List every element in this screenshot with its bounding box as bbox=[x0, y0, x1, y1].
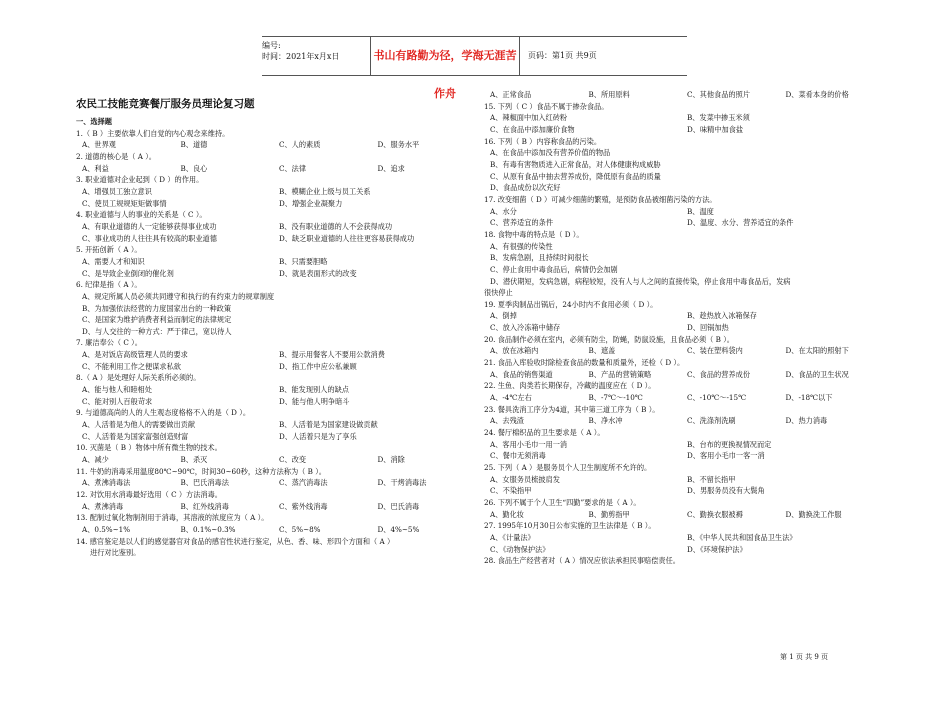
option: B、杀灭 bbox=[180, 455, 208, 465]
option: C、-10℃～-15℃ bbox=[687, 393, 747, 403]
question-text: 21. 食品入库验收时除检查食品的数量和质量外，还检（ D ）。 bbox=[484, 358, 685, 368]
option-line: B、发病急剧，且持续时间很长 bbox=[490, 253, 589, 263]
option: A、放在冰箱内 bbox=[490, 346, 539, 356]
option-row bbox=[76, 501, 476, 513]
question-text: 12. 对饮用水消毒最好选用（ C ）方法消毒。 bbox=[76, 490, 222, 499]
option: B、没有职业道德的人不会获得成功 bbox=[279, 221, 393, 231]
option: C、使员工规规矩矩做事情 bbox=[82, 198, 167, 208]
option-row bbox=[484, 322, 884, 334]
header-motto: 书山有路勤为径，学海无涯苦作舟 bbox=[370, 37, 520, 75]
option-row bbox=[484, 89, 884, 101]
option: D、人活着只是为了享乐 bbox=[279, 431, 357, 441]
question-text: 7. 廉洁奉公（ C ）。 bbox=[76, 338, 142, 348]
option: A、能与他人和睦相处 bbox=[82, 385, 152, 395]
option: D、消除 bbox=[377, 455, 405, 465]
option: A、煮沸消毒 bbox=[82, 501, 124, 511]
option: D、男服务员没有大鬓角 bbox=[687, 486, 765, 496]
option-row bbox=[76, 477, 476, 489]
option-row bbox=[76, 233, 476, 245]
option: A、增强员工独立意识 bbox=[82, 186, 152, 196]
option: D、回锅加热 bbox=[687, 323, 729, 333]
option-row bbox=[484, 392, 884, 404]
option: C、放入冷冻箱中储存 bbox=[490, 323, 561, 333]
option: A、食品的销售渠道 bbox=[490, 369, 553, 379]
option: A、去残渣 bbox=[490, 416, 524, 426]
option: B、人活着是为国家建设做贡献 bbox=[279, 420, 378, 430]
option-row bbox=[484, 509, 884, 521]
option-row bbox=[76, 221, 476, 233]
option: C、事业成功的人往往具有较高的职业道德 bbox=[82, 233, 217, 243]
option: D、菜肴本身的价格 bbox=[785, 90, 849, 99]
option: C、是导致企业倒闭的催化剂 bbox=[82, 268, 174, 278]
option-row bbox=[76, 361, 476, 373]
option: D、增强企业凝聚力 bbox=[279, 198, 343, 208]
question-text: 18. 食物中毒的特点是（ D ）。 bbox=[484, 229, 584, 239]
option: C、在食品中添加廉价食物 bbox=[490, 124, 575, 134]
option: C、其他食品的照片 bbox=[687, 90, 751, 99]
option-row bbox=[484, 439, 884, 451]
option: C、紫外线消毒 bbox=[279, 501, 328, 511]
option-row bbox=[76, 454, 476, 466]
option: B、《中华人民共和国食品卫生法》 bbox=[687, 532, 797, 542]
option: D、服务水平 bbox=[377, 140, 420, 150]
option-line: B、有毒有害物质进入正常食品，对人体健康构成威胁 bbox=[490, 159, 661, 169]
option: C、5%~8% bbox=[279, 524, 321, 534]
option: D、热力消毒 bbox=[785, 416, 828, 426]
option: B、道德 bbox=[180, 140, 208, 150]
question-text: 2. 道德的核心是（ A ）。 bbox=[76, 151, 156, 161]
option-line: A、在食品中添加没有营养价值的物品 bbox=[490, 148, 611, 158]
question-text: 4. 职业道德与人的事业的关系是（ C ）。 bbox=[76, 210, 207, 220]
option: B、提示用餐客人不要用公款消费 bbox=[279, 350, 385, 360]
option-row bbox=[76, 163, 476, 175]
option: D、缺乏职业道德的人往往更容易获得成功 bbox=[279, 233, 415, 243]
option-line: A、规定所属人员必须共同遵守和执行的有约束力的规章制度 bbox=[82, 291, 275, 301]
option: C、食品的营养成份 bbox=[687, 369, 751, 379]
page-number: 第 1 页 共 9 页 bbox=[780, 653, 829, 661]
number-label: 编号: bbox=[262, 41, 281, 50]
question-text: 5. 开拓创新（ A ）。 bbox=[76, 245, 142, 255]
option-line: D、与人交往的一种方式：严于律己，宽以待人 bbox=[82, 326, 232, 336]
question-text: 26. 下列不属于个人卫生“四勤”要求的是（ A ）。 bbox=[484, 497, 641, 507]
option: D、巴氏消毒 bbox=[377, 501, 420, 511]
question-text: 10. 灭菌是（ B ）物体中所有微生物的技术。 bbox=[76, 443, 222, 453]
option: C、营养适宜的条件 bbox=[490, 218, 554, 228]
option: A、女服务员梳披肩发 bbox=[490, 474, 560, 484]
option-row bbox=[484, 217, 884, 229]
question-text: 1.（ B ）主要依靠人们自觉的内心观念来维持。 bbox=[76, 128, 230, 138]
option: D、《环境保护法》 bbox=[687, 544, 747, 554]
option: C、不染指甲 bbox=[490, 486, 532, 496]
option: C、《动物保护法》 bbox=[490, 544, 550, 554]
option: C、改变 bbox=[279, 455, 307, 465]
option: A、利益 bbox=[82, 163, 109, 173]
option: A、-4℃左右 bbox=[490, 393, 532, 403]
question-text: 19. 夏季肉制品出锅后，24小时内不食用必须（ D ）。 bbox=[484, 299, 658, 309]
option-row bbox=[484, 124, 884, 136]
option: A、有职业道德的人一定能够获得事业成功 bbox=[82, 221, 217, 231]
option: A、世界观 bbox=[82, 140, 116, 150]
option: A、辣椒面中加入红砖粉 bbox=[490, 113, 568, 123]
option: B、净水冲 bbox=[588, 416, 623, 426]
option: D、勤换洗工作服 bbox=[785, 509, 842, 519]
option: B、红外线消毒 bbox=[180, 501, 229, 511]
option-row bbox=[76, 268, 476, 280]
option: A、人活着是为他人的需要做出贡献 bbox=[82, 420, 196, 430]
option-row bbox=[76, 384, 476, 396]
option-row bbox=[76, 198, 476, 210]
option-row bbox=[76, 139, 476, 151]
option: A、减少 bbox=[82, 455, 109, 465]
option: D、食品的卫生状况 bbox=[785, 369, 849, 379]
option: B、0.1%~0.3% bbox=[180, 524, 236, 534]
option: D、能与他人明争暗斗 bbox=[279, 396, 350, 406]
option-row bbox=[484, 544, 884, 556]
question-text: 20. 食品制作必须在室内，必须有防尘，防蝇，防鼠设施，且食品必须（ B ）。 bbox=[484, 334, 734, 344]
option: A、水分 bbox=[490, 206, 517, 216]
option: A、煮沸消毒法 bbox=[82, 478, 131, 488]
option-line: B、为加强依法经营的力度国家出台的一种政策 bbox=[82, 303, 232, 313]
option-row bbox=[484, 532, 884, 544]
option: B、巴氏消毒法 bbox=[180, 478, 229, 488]
option: A、《计量法》 bbox=[490, 532, 535, 542]
question-text: 17. 改变细菌（ D ）可减少细菌的繁殖，是预防食品被细菌污染的方法。 bbox=[484, 194, 717, 204]
option-line: A、有很强的传染性 bbox=[490, 241, 553, 251]
option: B、良心 bbox=[180, 163, 208, 173]
option: A、需要人才和知识 bbox=[82, 256, 145, 266]
question-text: 22. 生鱼、肉类若长期保存，冷藏的温度应在（ D ）。 bbox=[484, 381, 656, 391]
option: D、温度、水分、营养适宜的条件 bbox=[687, 218, 794, 228]
option-row bbox=[484, 485, 884, 497]
option: C、洗涤剂洗刷 bbox=[687, 416, 736, 426]
question-text: 27. 1995年10月30日公布实施的卫生法律是（ B ）。 bbox=[484, 521, 656, 531]
option: D、指工作中应公私兼顾 bbox=[279, 361, 357, 371]
section-heading: 一、选择题 bbox=[76, 117, 112, 126]
question-text: 16. 下列（ B ）内容称食品的污染。 bbox=[484, 136, 602, 146]
option-line: D、潜伏期短，发病急剧，病程较短，没有人与人之间的直接传染，停止食用中毒食品后，发病 bbox=[490, 276, 791, 286]
option: B、-7℃～-10℃ bbox=[588, 393, 643, 403]
option-row bbox=[484, 206, 884, 218]
option: D、客用小毛巾一客一消 bbox=[687, 451, 765, 461]
option: B、台布的更换视情况而定 bbox=[687, 439, 772, 449]
option-row bbox=[484, 310, 884, 322]
option-row bbox=[76, 396, 476, 408]
option-row bbox=[76, 431, 476, 443]
option: B、勤剪指甲 bbox=[588, 509, 630, 519]
option: C、餐巾无须消毒 bbox=[490, 451, 546, 461]
header-page: 页码：第1页 共9页 bbox=[528, 51, 597, 60]
option: B、能发现别人的缺点 bbox=[279, 385, 349, 395]
option: C、人活着是为国家富强创造财富 bbox=[82, 431, 189, 441]
question-text: 11. 牛奶的消毒采用温度80℃~90℃，时间30~60秒，这种方法称为（ B ）。 bbox=[76, 466, 326, 476]
option-row bbox=[76, 186, 476, 198]
option: B、所用原料 bbox=[588, 90, 630, 99]
option: C、装在塑料袋内 bbox=[687, 346, 743, 356]
question-text: 6. 纪律是指（ A ）。 bbox=[76, 280, 142, 290]
left-column bbox=[76, 88, 476, 559]
question-continuation: 进行对比鉴别。 bbox=[90, 548, 141, 558]
option-row bbox=[484, 369, 884, 381]
question-text: 9. 与道德高尚的人的人生观态度格格不入的是（ D ）。 bbox=[76, 408, 251, 418]
option-row bbox=[76, 349, 476, 361]
option-line: C、从原有食品中抽去营养成份，降低原有食品的质量 bbox=[490, 171, 661, 181]
option: D、追求 bbox=[377, 163, 405, 173]
option-row bbox=[76, 419, 476, 431]
right-column bbox=[484, 89, 884, 567]
option-row bbox=[76, 256, 476, 268]
option: D、在太阳的照射下 bbox=[785, 346, 849, 356]
option-line: D、食品成份以次充好 bbox=[490, 183, 561, 193]
question-text: 13. 配制过氧化物制剂用于消毒，其溶液的浓度应为（ A ）。 bbox=[76, 513, 269, 523]
time-label: 时间：2021年x月x日 bbox=[262, 52, 340, 61]
option: B、产品的营销策略 bbox=[588, 369, 652, 379]
option: B、趁热放入冰箱保存 bbox=[687, 311, 757, 321]
option: C、人的素质 bbox=[279, 140, 321, 150]
option: B、只需要胆略 bbox=[279, 256, 328, 266]
option: B、不留长指甲 bbox=[687, 474, 736, 484]
option: C、勤换衣服被褥 bbox=[687, 509, 743, 519]
option-line: C、停止食用中毒食品后，病情仍会加剧 bbox=[490, 264, 618, 274]
option: D、味精中加食盐 bbox=[687, 124, 744, 134]
option-row bbox=[484, 415, 884, 427]
option: A、倒掉 bbox=[490, 311, 517, 321]
option-line: C、是国家为维护消费者利益而制定的法律规定 bbox=[82, 315, 232, 325]
option-row bbox=[484, 345, 884, 357]
question-text: 8.（ A ）是处理好人际关系所必须的。 bbox=[76, 373, 201, 383]
header-meta bbox=[262, 37, 370, 75]
option: C、法律 bbox=[279, 163, 307, 173]
question-text: 15. 下列（ C ）食品不属于掺杂食品。 bbox=[484, 101, 609, 111]
question-text: 14. 感官鉴定是以人们的感觉器官对食品的感官性状进行鉴定，从色、香、味、形四个方面和（ A ） bbox=[76, 536, 395, 546]
question-text: 24. 餐厅棉织品的卫生要求是（ A ）。 bbox=[484, 428, 605, 438]
option: A、0.5%~1% bbox=[82, 524, 131, 534]
question-continuation: 很快停止 bbox=[484, 288, 513, 298]
option-row bbox=[484, 450, 884, 462]
option: D、4%~5% bbox=[377, 524, 420, 534]
question-text: 3. 职业道德对企业起到（ D ）的作用。 bbox=[76, 175, 204, 185]
option: C、能对别人百般苛求 bbox=[82, 396, 153, 406]
option: B、遮盖 bbox=[588, 346, 616, 356]
option: B、温度 bbox=[687, 206, 714, 216]
question-text: 28. 食品生产经营者对（ A ）情况应依法承担民事赔偿责任。 bbox=[484, 556, 680, 566]
option: B、模糊企业上级与员工关系 bbox=[279, 186, 371, 196]
option: A、勤化妆 bbox=[490, 509, 524, 519]
option-row bbox=[484, 112, 884, 124]
option: A、正常食品 bbox=[490, 90, 532, 99]
question-text: 25. 下列（ A ）是服务员个人卫生制度所不允许的。 bbox=[484, 463, 652, 472]
document-title: 农民工技能竞赛餐厅服务员理论复习题 bbox=[76, 98, 255, 110]
option-row bbox=[484, 474, 884, 486]
option: D、干烤消毒法 bbox=[377, 478, 427, 488]
option: A、客用小毛巾一用一消 bbox=[490, 439, 568, 449]
option-row bbox=[76, 524, 476, 536]
option: D、-18℃以下 bbox=[785, 393, 833, 403]
option: C、蒸汽消毒法 bbox=[279, 478, 328, 488]
option: D、就是表面形式的改变 bbox=[279, 268, 357, 278]
option: A、是对饭店高级管理人员的要求 bbox=[82, 350, 188, 360]
question-text: 23. 餐具洗消工序分为4道，其中第三道工序为（ B ）。 bbox=[484, 404, 660, 414]
option: C、不能利用工作之便谋求私欲 bbox=[82, 361, 181, 371]
option: B、发菜中掺玉米须 bbox=[687, 113, 750, 123]
